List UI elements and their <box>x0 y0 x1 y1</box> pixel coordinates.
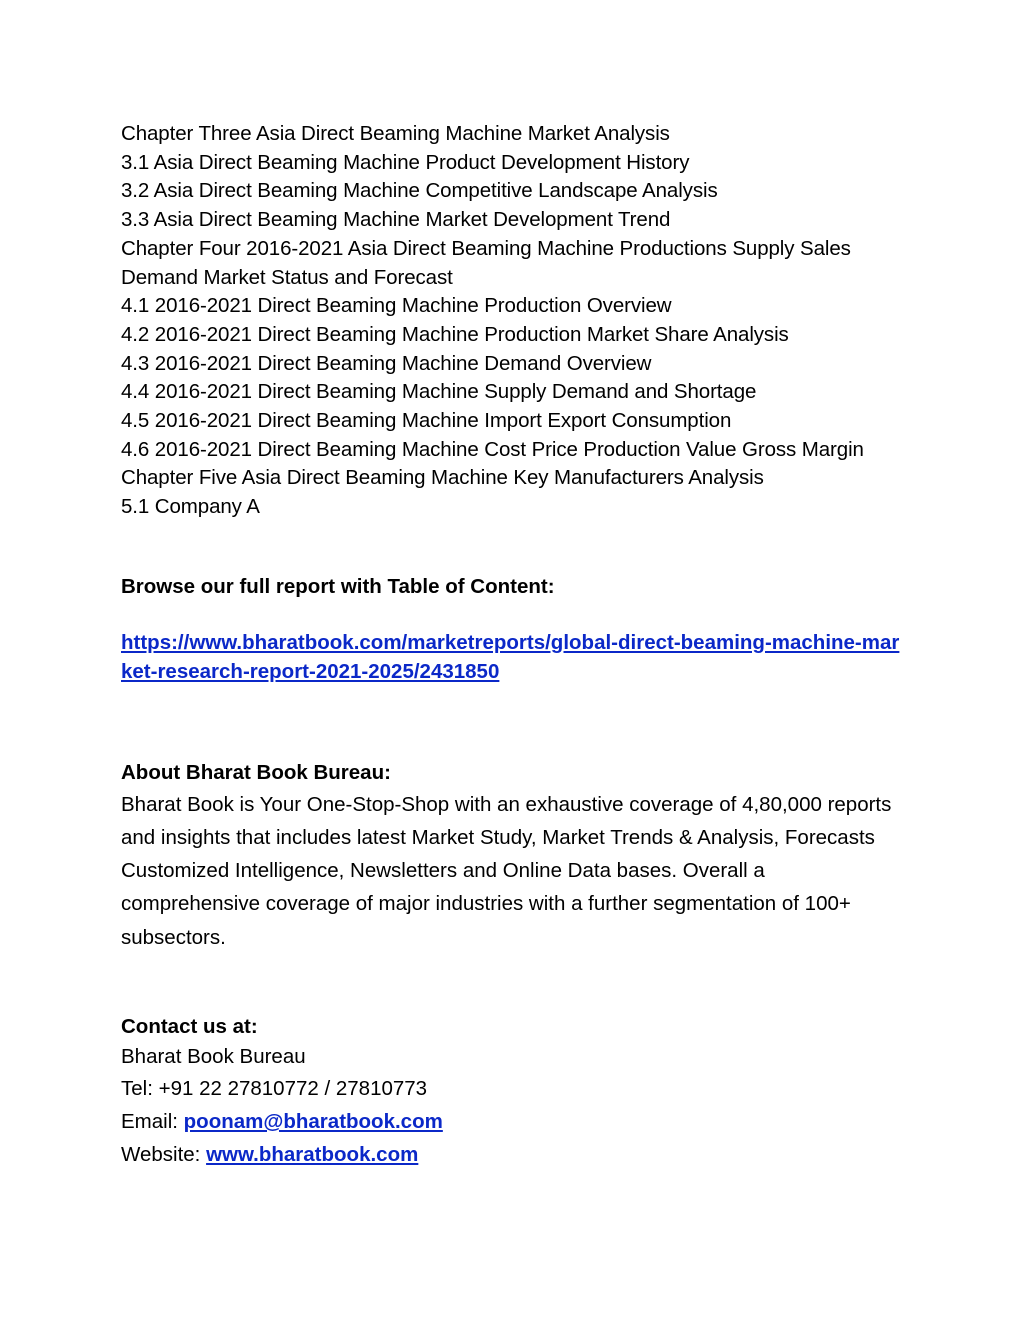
browse-heading: Browse our full report with Table of Content: <box>121 574 555 598</box>
about-heading: About Bharat Book Bureau: <box>121 760 391 784</box>
toc-line-4-5: 4.5 2016-2021 Direct Beaming Machine Import Export Consumption <box>121 409 732 433</box>
toc-line-3-3: 3.3 Asia Direct Beaming Machine Market Development Trend <box>121 208 671 232</box>
contact-website-line <box>121 1139 901 1172</box>
about-text: Bharat Book is Your One-Stop-Shop with an exhaustive coverage of 4,80,000 reports and insights that includes latest Market Study, Market Trends & Analysis, Forecasts Customized Intelligence, Newsletters and Online Data bases. Overall a comprehensive coverage of major industries with a further segmentation of 100+ subsectors. <box>121 792 892 949</box>
website-link[interactable]: www.bharatbook.com <box>206 1142 419 1166</box>
table-of-contents <box>121 120 901 522</box>
contact-email-line <box>121 1106 901 1139</box>
toc-line-3-1: 3.1 Asia Direct Beaming Machine Product Development History <box>121 150 690 174</box>
document-page <box>121 120 901 1171</box>
toc-line-4-6: 4.6 2016-2021 Direct Beaming Machine Cost Price Production Value Gross Margin <box>121 437 864 461</box>
toc-line-4-4: 4.4 2016-2021 Direct Beaming Machine Supply Demand and Shortage <box>121 380 757 404</box>
contact-tel: Tel: +91 22 27810772 / 27810773 <box>121 1077 428 1101</box>
toc-line-4-1: 4.1 2016-2021 Direct Beaming Machine Production Overview <box>121 294 672 318</box>
email-label: Email: <box>121 1110 184 1134</box>
toc-line-3-2: 3.2 Asia Direct Beaming Machine Competitive Landscape Analysis <box>121 179 718 203</box>
toc-line-chapter-five: Chapter Five Asia Direct Beaming Machine Key Manufacturers Analysis <box>121 466 764 490</box>
toc-line-4-3: 4.3 2016-2021 Direct Beaming Machine Demand Overview <box>121 351 652 375</box>
toc-line-4-2: 4.2 2016-2021 Direct Beaming Machine Production Market Share Analysis <box>121 322 789 346</box>
toc-line-chapter-four: Chapter Four 2016-2021 Asia Direct Beaming Machine Productions Supply Sales Demand Market Status and Forecast <box>121 236 851 289</box>
contact-heading: Contact us at: <box>121 1014 258 1038</box>
report-link[interactable]: https://www.bharatbook.com/marketreports/global-direct-beaming-machine-market-research-report-2021-2025/2431850 <box>121 630 900 683</box>
toc-line-5-1: 5.1 Company A <box>121 495 260 519</box>
website-label: Website: <box>121 1142 207 1166</box>
toc-line-chapter-three: Chapter Three Asia Direct Beaming Machine Market Analysis <box>121 122 670 145</box>
contact-company: Bharat Book Bureau <box>121 1044 306 1068</box>
email-link[interactable]: poonam@bharatbook.com <box>183 1110 443 1134</box>
